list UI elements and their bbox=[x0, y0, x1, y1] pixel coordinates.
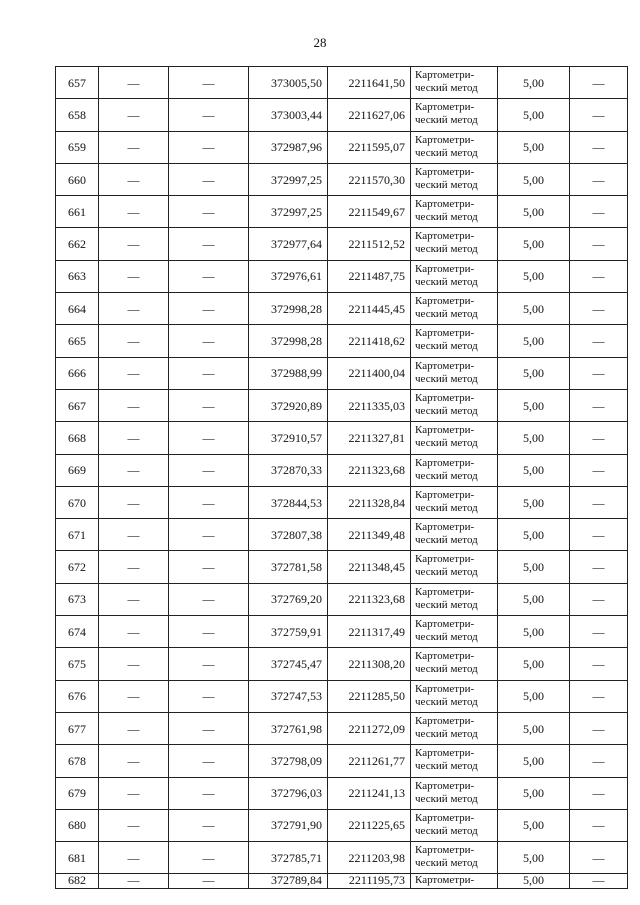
dash-cell: — bbox=[169, 196, 249, 228]
table-row bbox=[56, 389, 628, 421]
x-coordinate-cell: 372796,03 bbox=[249, 777, 328, 809]
point-number-cell: 679 bbox=[56, 777, 99, 809]
y-coordinate-cell: 2211241,13 bbox=[328, 777, 411, 809]
dash-cell: — bbox=[99, 357, 169, 389]
x-coordinate-cell: 372987,96 bbox=[249, 131, 328, 163]
dash-cell: — bbox=[570, 712, 628, 744]
dash-cell: — bbox=[99, 648, 169, 680]
dash-cell: — bbox=[99, 422, 169, 454]
y-coordinate-cell: 2211272,09 bbox=[328, 712, 411, 744]
point-number-cell: 666 bbox=[56, 357, 99, 389]
table-row bbox=[56, 260, 628, 292]
accuracy-cell: 5,00 bbox=[498, 260, 570, 292]
point-number-cell: 676 bbox=[56, 680, 99, 712]
dash-cell: — bbox=[99, 67, 169, 99]
point-number-cell: 677 bbox=[56, 712, 99, 744]
dash-cell: — bbox=[570, 196, 628, 228]
dash-cell: — bbox=[99, 680, 169, 712]
accuracy-cell: 5,00 bbox=[498, 809, 570, 841]
dash-cell: — bbox=[169, 616, 249, 648]
x-coordinate-cell: 372791,90 bbox=[249, 809, 328, 841]
dash-cell: — bbox=[169, 325, 249, 357]
table-row bbox=[56, 196, 628, 228]
x-coordinate-cell: 373005,50 bbox=[249, 67, 328, 99]
dash-cell: — bbox=[169, 874, 249, 889]
accuracy-cell: 5,00 bbox=[498, 454, 570, 486]
dash-cell: — bbox=[570, 454, 628, 486]
dash-cell: — bbox=[99, 99, 169, 131]
method-cell: Картометри-ческий метод bbox=[411, 389, 498, 421]
dash-cell: — bbox=[169, 67, 249, 99]
y-coordinate-cell: 2211225,65 bbox=[328, 809, 411, 841]
y-coordinate-cell: 2211285,50 bbox=[328, 680, 411, 712]
table-row bbox=[56, 712, 628, 744]
dash-cell: — bbox=[99, 712, 169, 744]
dash-cell: — bbox=[99, 325, 169, 357]
y-coordinate-cell: 2211335,03 bbox=[328, 389, 411, 421]
point-number-cell: 670 bbox=[56, 486, 99, 518]
y-coordinate-cell: 2211348,45 bbox=[328, 551, 411, 583]
x-coordinate-cell: 372769,20 bbox=[249, 583, 328, 615]
dash-cell: — bbox=[99, 260, 169, 292]
point-number-cell: 665 bbox=[56, 325, 99, 357]
dash-cell: — bbox=[570, 745, 628, 777]
accuracy-cell: 5,00 bbox=[498, 67, 570, 99]
dash-cell: — bbox=[570, 293, 628, 325]
accuracy-cell: 5,00 bbox=[498, 99, 570, 131]
point-number-cell: 674 bbox=[56, 616, 99, 648]
y-coordinate-cell: 2211570,30 bbox=[328, 163, 411, 195]
x-coordinate-cell: 372745,47 bbox=[249, 648, 328, 680]
accuracy-cell: 5,00 bbox=[498, 519, 570, 551]
y-coordinate-cell: 2211323,68 bbox=[328, 583, 411, 615]
table-row bbox=[56, 519, 628, 551]
accuracy-cell: 5,00 bbox=[498, 551, 570, 583]
dash-cell: — bbox=[570, 131, 628, 163]
x-coordinate-cell: 372976,61 bbox=[249, 260, 328, 292]
x-coordinate-cell: 372997,25 bbox=[249, 163, 328, 195]
x-coordinate-cell: 372998,28 bbox=[249, 325, 328, 357]
table-row bbox=[56, 809, 628, 841]
dash-cell: — bbox=[169, 712, 249, 744]
point-number-cell: 662 bbox=[56, 228, 99, 260]
y-coordinate-cell: 2211627,06 bbox=[328, 99, 411, 131]
x-coordinate-cell: 372910,57 bbox=[249, 422, 328, 454]
accuracy-cell: 5,00 bbox=[498, 874, 570, 889]
dash-cell: — bbox=[169, 260, 249, 292]
accuracy-cell: 5,00 bbox=[498, 422, 570, 454]
x-coordinate-cell: 372785,71 bbox=[249, 842, 328, 874]
y-coordinate-cell: 2211445,45 bbox=[328, 293, 411, 325]
dash-cell: — bbox=[169, 648, 249, 680]
method-cell: Картометри-ческий метод bbox=[411, 680, 498, 712]
y-coordinate-cell: 2211349,48 bbox=[328, 519, 411, 551]
accuracy-cell: 5,00 bbox=[498, 712, 570, 744]
x-coordinate-cell: 372870,33 bbox=[249, 454, 328, 486]
table-row bbox=[56, 357, 628, 389]
dash-cell: — bbox=[570, 163, 628, 195]
dash-cell: — bbox=[169, 745, 249, 777]
page-number: 28 bbox=[313, 35, 327, 50]
dash-cell: — bbox=[570, 389, 628, 421]
dash-cell: — bbox=[99, 842, 169, 874]
table-row bbox=[56, 874, 628, 889]
y-coordinate-cell: 2211261,77 bbox=[328, 745, 411, 777]
table-row bbox=[56, 99, 628, 131]
dash-cell: — bbox=[99, 163, 169, 195]
table-row bbox=[56, 67, 628, 99]
dash-cell: — bbox=[169, 842, 249, 874]
table-row bbox=[56, 163, 628, 195]
accuracy-cell: 5,00 bbox=[498, 486, 570, 518]
accuracy-cell: 5,00 bbox=[498, 196, 570, 228]
x-coordinate-cell: 372998,28 bbox=[249, 293, 328, 325]
accuracy-cell: 5,00 bbox=[498, 842, 570, 874]
dash-cell: — bbox=[169, 357, 249, 389]
dash-cell: — bbox=[570, 616, 628, 648]
x-coordinate-cell: 372844,53 bbox=[249, 486, 328, 518]
accuracy-cell: 5,00 bbox=[498, 131, 570, 163]
dash-cell: — bbox=[169, 680, 249, 712]
accuracy-cell: 5,00 bbox=[498, 777, 570, 809]
method-cell: Картометри-ческий метод bbox=[411, 131, 498, 163]
point-number-cell: 681 bbox=[56, 842, 99, 874]
table-row bbox=[56, 551, 628, 583]
dash-cell: — bbox=[99, 131, 169, 163]
y-coordinate-cell: 2211317,49 bbox=[328, 616, 411, 648]
y-coordinate-cell: 2211641,50 bbox=[328, 67, 411, 99]
y-coordinate-cell: 2211549,67 bbox=[328, 196, 411, 228]
accuracy-cell: 5,00 bbox=[498, 325, 570, 357]
y-coordinate-cell: 2211327,81 bbox=[328, 422, 411, 454]
method-cell: Картометри-ческий метод bbox=[411, 842, 498, 874]
x-coordinate-cell: 372781,58 bbox=[249, 551, 328, 583]
y-coordinate-cell: 2211487,75 bbox=[328, 260, 411, 292]
method-cell: Картометри-ческий метод bbox=[411, 325, 498, 357]
method-cell: Картометри-ческий метод bbox=[411, 99, 498, 131]
point-number-cell: 673 bbox=[56, 583, 99, 615]
method-cell: Картометри-ческий метод bbox=[411, 228, 498, 260]
dash-cell: — bbox=[570, 486, 628, 518]
table-row bbox=[56, 486, 628, 518]
method-cell: Картометри-ческий метод bbox=[411, 163, 498, 195]
dash-cell: — bbox=[99, 196, 169, 228]
table-row bbox=[56, 454, 628, 486]
table-row bbox=[56, 680, 628, 712]
method-cell: Картометри-ческий метод bbox=[411, 260, 498, 292]
method-cell: Картометри-ческий метод bbox=[411, 616, 498, 648]
y-coordinate-cell: 2211418,62 bbox=[328, 325, 411, 357]
dash-cell: — bbox=[570, 842, 628, 874]
dash-cell: — bbox=[99, 874, 169, 889]
point-number-cell: 678 bbox=[56, 745, 99, 777]
method-cell: Картометри-ческий метод bbox=[411, 809, 498, 841]
method-cell: Картометри-ческий метод bbox=[411, 67, 498, 99]
table-row bbox=[56, 648, 628, 680]
dash-cell: — bbox=[570, 680, 628, 712]
accuracy-cell: 5,00 bbox=[498, 163, 570, 195]
accuracy-cell: 5,00 bbox=[498, 357, 570, 389]
point-number-cell: 661 bbox=[56, 196, 99, 228]
dash-cell: — bbox=[570, 357, 628, 389]
table-row bbox=[56, 131, 628, 163]
coordinates-table bbox=[55, 66, 628, 889]
y-coordinate-cell: 2211195,73 bbox=[328, 874, 411, 889]
table-body bbox=[56, 67, 628, 889]
dash-cell: — bbox=[169, 809, 249, 841]
table-row bbox=[56, 842, 628, 874]
dash-cell: — bbox=[169, 422, 249, 454]
dash-cell: — bbox=[169, 131, 249, 163]
point-number-cell: 669 bbox=[56, 454, 99, 486]
x-coordinate-cell: 372759,91 bbox=[249, 616, 328, 648]
method-cell: Картометри-ческий метод bbox=[411, 196, 498, 228]
table-row bbox=[56, 745, 628, 777]
x-coordinate-cell: 373003,44 bbox=[249, 99, 328, 131]
method-cell: Картометри-ческий метод bbox=[411, 712, 498, 744]
dash-cell: — bbox=[570, 777, 628, 809]
table-row bbox=[56, 293, 628, 325]
point-number-cell: 682 bbox=[56, 874, 99, 889]
method-cell: Картометри-ческий метод bbox=[411, 745, 498, 777]
dash-cell: — bbox=[570, 551, 628, 583]
x-coordinate-cell: 372977,64 bbox=[249, 228, 328, 260]
dash-cell: — bbox=[169, 519, 249, 551]
y-coordinate-cell: 2211203,98 bbox=[328, 842, 411, 874]
method-cell: Картометри-ческий метод bbox=[411, 551, 498, 583]
dash-cell: — bbox=[169, 228, 249, 260]
x-coordinate-cell: 372920,89 bbox=[249, 389, 328, 421]
dash-cell: — bbox=[570, 67, 628, 99]
method-cell: Картометри-ческий метод bbox=[411, 648, 498, 680]
y-coordinate-cell: 2211400,04 bbox=[328, 357, 411, 389]
dash-cell: — bbox=[99, 486, 169, 518]
dash-cell: — bbox=[570, 874, 628, 889]
dash-cell: — bbox=[169, 486, 249, 518]
x-coordinate-cell: 372789,84 bbox=[249, 874, 328, 889]
x-coordinate-cell: 372997,25 bbox=[249, 196, 328, 228]
accuracy-cell: 5,00 bbox=[498, 293, 570, 325]
table-row bbox=[56, 777, 628, 809]
dash-cell: — bbox=[570, 519, 628, 551]
dash-cell: — bbox=[570, 648, 628, 680]
method-cell: Картометри-ческий метод bbox=[411, 357, 498, 389]
table-row bbox=[56, 616, 628, 648]
method-cell: Картометри-ческий метод bbox=[411, 777, 498, 809]
x-coordinate-cell: 372761,98 bbox=[249, 712, 328, 744]
point-number-cell: 668 bbox=[56, 422, 99, 454]
dash-cell: — bbox=[99, 777, 169, 809]
accuracy-cell: 5,00 bbox=[498, 680, 570, 712]
accuracy-cell: 5,00 bbox=[498, 648, 570, 680]
dash-cell: — bbox=[169, 551, 249, 583]
method-cell: Картометри-ческий метод bbox=[411, 519, 498, 551]
dash-cell: — bbox=[169, 99, 249, 131]
dash-cell: — bbox=[570, 422, 628, 454]
method-cell: Картометри-ческий метод bbox=[411, 454, 498, 486]
method-cell: Картометри- bbox=[411, 874, 498, 889]
dash-cell: — bbox=[99, 616, 169, 648]
dash-cell: — bbox=[99, 809, 169, 841]
point-number-cell: 664 bbox=[56, 293, 99, 325]
dash-cell: — bbox=[99, 745, 169, 777]
dash-cell: — bbox=[99, 293, 169, 325]
point-number-cell: 680 bbox=[56, 809, 99, 841]
y-coordinate-cell: 2211512,52 bbox=[328, 228, 411, 260]
accuracy-cell: 5,00 bbox=[498, 745, 570, 777]
accuracy-cell: 5,00 bbox=[498, 616, 570, 648]
method-cell: Картометри-ческий метод bbox=[411, 293, 498, 325]
accuracy-cell: 5,00 bbox=[498, 228, 570, 260]
point-number-cell: 667 bbox=[56, 389, 99, 421]
point-number-cell: 659 bbox=[56, 131, 99, 163]
dash-cell: — bbox=[570, 583, 628, 615]
table-row bbox=[56, 325, 628, 357]
dash-cell: — bbox=[99, 583, 169, 615]
point-number-cell: 675 bbox=[56, 648, 99, 680]
dash-cell: — bbox=[99, 454, 169, 486]
point-number-cell: 663 bbox=[56, 260, 99, 292]
y-coordinate-cell: 2211328,84 bbox=[328, 486, 411, 518]
point-number-cell: 657 bbox=[56, 67, 99, 99]
accuracy-cell: 5,00 bbox=[498, 583, 570, 615]
table-row bbox=[56, 228, 628, 260]
y-coordinate-cell: 2211595,07 bbox=[328, 131, 411, 163]
point-number-cell: 660 bbox=[56, 163, 99, 195]
method-cell: Картометри-ческий метод bbox=[411, 422, 498, 454]
y-coordinate-cell: 2211323,68 bbox=[328, 454, 411, 486]
y-coordinate-cell: 2211308,20 bbox=[328, 648, 411, 680]
x-coordinate-cell: 372747,53 bbox=[249, 680, 328, 712]
dash-cell: — bbox=[570, 809, 628, 841]
method-cell: Картометри-ческий метод bbox=[411, 486, 498, 518]
method-cell: Картометри-ческий метод bbox=[411, 583, 498, 615]
dash-cell: — bbox=[570, 99, 628, 131]
dash-cell: — bbox=[169, 293, 249, 325]
dash-cell: — bbox=[570, 260, 628, 292]
dash-cell: — bbox=[99, 519, 169, 551]
accuracy-cell: 5,00 bbox=[498, 389, 570, 421]
x-coordinate-cell: 372807,38 bbox=[249, 519, 328, 551]
dash-cell: — bbox=[169, 454, 249, 486]
dash-cell: — bbox=[169, 583, 249, 615]
dash-cell: — bbox=[570, 325, 628, 357]
dash-cell: — bbox=[169, 777, 249, 809]
dash-cell: — bbox=[99, 551, 169, 583]
table-row bbox=[56, 583, 628, 615]
dash-cell: — bbox=[169, 163, 249, 195]
dash-cell: — bbox=[99, 228, 169, 260]
x-coordinate-cell: 372988,99 bbox=[249, 357, 328, 389]
dash-cell: — bbox=[169, 389, 249, 421]
point-number-cell: 671 bbox=[56, 519, 99, 551]
dash-cell: — bbox=[99, 389, 169, 421]
x-coordinate-cell: 372798,09 bbox=[249, 745, 328, 777]
table-row bbox=[56, 422, 628, 454]
point-number-cell: 672 bbox=[56, 551, 99, 583]
dash-cell: — bbox=[570, 228, 628, 260]
point-number-cell: 658 bbox=[56, 99, 99, 131]
